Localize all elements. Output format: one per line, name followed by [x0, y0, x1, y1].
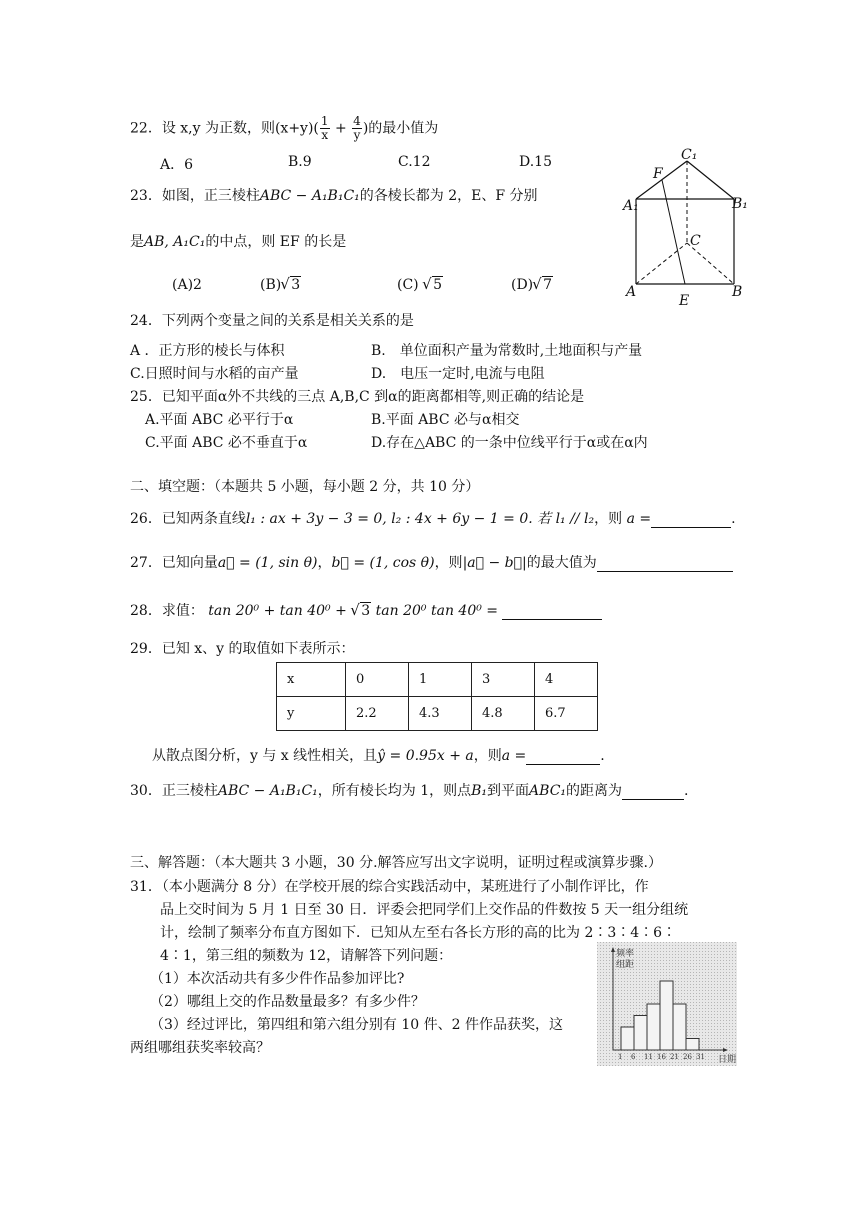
x-tick-label: 21	[670, 1053, 679, 1061]
radicand: 3	[361, 603, 371, 619]
label-f: F	[653, 166, 663, 182]
histogram-bar	[621, 1027, 634, 1050]
x-tick-label: 31	[696, 1053, 705, 1061]
table-cell: 4.8	[472, 697, 535, 731]
q29-text-a: 从散点图分析，y 与 x 线性相关，且	[152, 748, 378, 764]
option-label: (C)	[397, 277, 419, 293]
q23-line2-b: 的中点，则 EF 的长是	[205, 234, 347, 250]
q30-point: B₁	[471, 783, 488, 799]
sqrt-3	[351, 603, 371, 619]
q24-option-c: C.日照时间与水稻的亩产量	[130, 366, 299, 382]
x-axis-label: 日期	[718, 1055, 737, 1065]
q23-prism: ABC − A₁B₁C₁	[259, 188, 360, 204]
q25-option-a: A.平面 ABC 必平行于α	[145, 412, 294, 428]
q31-sub-3a: （3）经过评比，第四组和第六组分别有 10 件、2 件作品获奖，这	[150, 1017, 563, 1033]
label-a: A	[626, 284, 637, 300]
q25-option-d: D.存在△ABC 的一条中位线平行于α或在α内	[371, 435, 648, 451]
q28-answer-blank[interactable]	[502, 603, 602, 620]
q22-stem-b: )的最小值为	[362, 120, 439, 137]
table-cell: 0	[346, 663, 409, 697]
q30	[130, 780, 688, 800]
q23-line2-a: 是	[130, 234, 144, 250]
q26-text-a: 26．已知两条直线	[130, 511, 246, 527]
ticks-group	[618, 1053, 705, 1061]
option-label: (B)	[260, 277, 282, 293]
q30-plane: ABC₁	[529, 783, 567, 799]
q22-option-a: A．6	[160, 157, 194, 173]
q29-line2	[152, 745, 605, 765]
label-e: E	[679, 293, 690, 307]
q29-stem: 29．已知 x、y 的取值如下表所示：	[130, 641, 355, 657]
histogram-bar	[647, 1004, 660, 1050]
q29-answer-blank[interactable]	[526, 748, 600, 765]
q24-option-d: D. 电压一定时,电流与电阻	[371, 366, 545, 382]
q27-abs-expr: |a⃗ − b⃗|	[462, 555, 527, 571]
histogram-bar	[686, 1039, 699, 1051]
frac-4-y	[352, 115, 362, 142]
q27-vector-b: b⃗ = (1, cos θ)	[331, 555, 435, 571]
x-tick-label: 16	[657, 1053, 666, 1061]
radicand: 5	[433, 277, 443, 293]
q22-option-c: C.12	[398, 154, 431, 170]
y-axis-label-line1: 频率	[616, 949, 635, 959]
q31-sub-1: （1）本次活动共有多少件作品参加评比?	[150, 971, 405, 987]
q28-expr-2: tan 20⁰ tan 40⁰ =	[375, 603, 499, 619]
q31-sub-2: （2）哪组上交的作品数量最多？有多少件？	[150, 994, 425, 1010]
xy-value-table	[276, 662, 598, 731]
q29-period: .	[600, 748, 605, 764]
sqrt-7	[533, 277, 553, 293]
table-cell: 3	[472, 663, 535, 697]
histogram-bar	[634, 1016, 647, 1051]
q22-option-d: D.15	[519, 154, 552, 170]
label-c: C	[690, 233, 701, 249]
q31-line-2: 品上交时间为 5 月 1 日至 30 日．评委会把同学们上交作品的件数按 5 天一组分组统	[160, 902, 689, 918]
label-b1: B₁	[732, 196, 748, 212]
q23-segments: AB, A₁C₁	[144, 234, 206, 250]
table-row-x	[277, 663, 598, 697]
frac-num: 4	[353, 114, 361, 128]
q30-text-a: 30．正三棱柱	[130, 783, 218, 799]
table-cell: 6.7	[535, 697, 598, 731]
q27-text-c: 的最大值为	[526, 555, 597, 571]
table-cell: 2.2	[346, 697, 409, 731]
prism-figure	[620, 145, 760, 307]
q23-line1-a: 23．如图，正三棱柱	[130, 188, 260, 204]
q26-answer-var: a =	[626, 511, 652, 527]
q31-line-1: 31．（本小题满分 8 分）在学校开展的综合实践活动中，某班进行了小制作评比，作	[130, 879, 649, 895]
label-b: B	[732, 284, 743, 300]
q27-answer-blank[interactable]	[597, 555, 733, 572]
q22-stem	[130, 115, 438, 142]
q25-option-c: C.平面 ABC 必不垂直于α	[145, 435, 308, 451]
q23-line1	[130, 185, 538, 205]
q30-text-c: 到平面	[487, 783, 530, 799]
q27-text-a: 27．已知向量	[130, 555, 218, 571]
q23-line1-b: 的各棱长都为 2，E、F 分别	[359, 188, 538, 204]
label-a1: A₁	[623, 198, 639, 214]
edge-ac	[636, 243, 687, 284]
section-2-heading: 二、填空题：（本题共 5 小题，每小题 2 分，共 10 分）	[130, 479, 480, 495]
q26-period: .	[731, 511, 736, 527]
q31-sub-3b: 两组哪组获奖率较高？	[130, 1040, 270, 1056]
edge-c1b1	[687, 161, 734, 199]
q26	[130, 508, 736, 528]
table-row-y	[277, 697, 598, 731]
q24-option-a: A ．正方形的棱长与体积	[130, 343, 285, 359]
q22-stem-a: 22．设 x,y 为正数，则(x+y)(	[130, 120, 319, 137]
q27	[130, 552, 733, 572]
q27-text-b: ，则	[434, 555, 463, 571]
frac-den: x	[321, 128, 329, 142]
q29-regression-eq: ŷ = 0.95x + a	[377, 748, 474, 764]
q29-answer-var: a =	[501, 748, 527, 764]
q31-line-3: 计，绘制了频率分布直方图如下．已知从左至右各长方形的高的比为 2∶3∶4∶6∶	[160, 925, 677, 941]
sqrt-3	[281, 277, 301, 293]
frac-num: 1	[320, 114, 329, 128]
q24-option-b: B. 单位面积产量为常数时,土地面积与产量	[371, 343, 643, 359]
q22-option-b: B.9	[288, 154, 312, 170]
q30-text-d: 的距离为	[566, 783, 623, 799]
x-tick-label: 6	[631, 1053, 636, 1061]
table-cell: 1	[409, 663, 472, 697]
q23-option-c	[397, 277, 443, 293]
table-cell: y	[277, 697, 346, 731]
x-tick-label: 1	[618, 1053, 623, 1061]
q26-lines-expr: l₁ : ax + 3y − 3 = 0, l₂ : 4x + 6y − 1 = 0. 若 l₁ // l₂	[245, 511, 595, 527]
y-axis-label-line2: 组距	[616, 960, 635, 970]
segment-ef	[662, 180, 685, 284]
frequency-histogram	[597, 942, 737, 1066]
q25-option-b: B.平面 ABC 必与α相交	[371, 412, 520, 428]
q28-text-a: 28．求值：	[130, 603, 204, 619]
q28-expr-1: tan 20⁰ + tan 40⁰ +	[208, 603, 347, 619]
q23-line2	[130, 231, 346, 251]
histogram-bar	[660, 981, 673, 1050]
q23-option-d	[511, 277, 553, 293]
table-cell: 4.3	[409, 697, 472, 731]
table-cell: x	[277, 663, 346, 697]
edge-cb	[687, 243, 734, 284]
x-tick-label: 26	[683, 1053, 692, 1061]
plus-sign: +	[334, 120, 347, 137]
q30-text-b: ，所有棱长均为 1，则点	[317, 783, 472, 799]
q30-prism: ABC − A₁B₁C₁	[217, 783, 318, 799]
x-tick-label: 11	[644, 1053, 653, 1061]
table-cell: 4	[535, 663, 598, 697]
q27-sep: ，	[317, 555, 332, 571]
q27-vector-a: a⃗ = (1, sin θ)	[217, 555, 318, 571]
section-3-heading: 三、解答题：（本大题共 3 小题，30 分.解答应写出文字说明，证明过程或演算步骤.）	[130, 855, 662, 871]
histogram-bar	[673, 1004, 686, 1050]
q23-option-b	[260, 277, 301, 293]
frac-den: y	[353, 128, 361, 142]
q25-stem: 25．已知平面α外不共线的三点 A,B,C 到α的距离都相等,则正确的结论是	[130, 389, 585, 405]
q29-text-b: ，则	[473, 748, 502, 764]
label-c1: C₁	[681, 147, 698, 163]
radicand: 3	[291, 277, 301, 293]
q23-option-a: (A)2	[172, 277, 202, 293]
q26-text-b: ，则	[594, 511, 623, 527]
q31-line-4: 4∶1，第三组的频数为 12，请解答下列问题：	[160, 948, 453, 964]
q30-period: .	[684, 783, 689, 799]
q26-answer-blank[interactable]	[651, 511, 731, 528]
q30-answer-blank[interactable]	[622, 783, 684, 800]
q24-stem: 24．下列两个变量之间的关系是相关关系的是	[130, 313, 414, 329]
sqrt-5	[423, 277, 443, 293]
frac-1-x	[320, 115, 330, 142]
q28	[130, 600, 602, 620]
option-label: (D)	[511, 277, 534, 293]
radicand: 7	[543, 277, 553, 293]
